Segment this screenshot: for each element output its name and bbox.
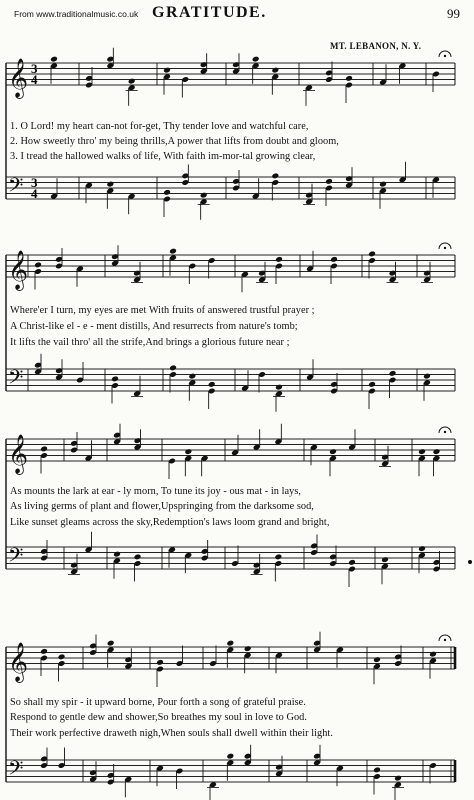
lyric-line-verse-1: As mounts the lark at ear - ly morn, To tune its joy - ous mat - in lays, — [10, 486, 302, 497]
lyric-line-verse-3: Like sunset gleams across the sky,Redemption's laws loom grand and bright, — [10, 517, 330, 528]
treble-note — [330, 256, 338, 263]
bass-note — [226, 753, 234, 760]
bass-note — [379, 181, 387, 188]
page-number: 99 — [447, 6, 460, 21]
source-credit: From www.traditionalmusic.co.uk — [14, 9, 139, 19]
treble-note — [169, 248, 177, 255]
lyric-line-verse-1: 1. O Lord! my heart can-not for-get, Thy tender love and watchful care, — [10, 121, 309, 132]
bass-note — [111, 376, 119, 383]
bass-note — [188, 373, 196, 380]
treble-clef-icon: 𝄞 — [8, 434, 29, 474]
lyric-line-verse-2: Respond to gentle dew and shower,So breathes my soul in love to God. — [10, 712, 307, 723]
treble-clef-icon: 𝄞 — [8, 58, 29, 98]
lyric-line-verse-2: As living germs of plant and flower,Upspringing from the darksome sod, — [10, 501, 314, 512]
treble-note — [275, 256, 283, 263]
treble-note — [226, 640, 234, 647]
treble-note — [163, 67, 171, 74]
time-signature-bottom: 4 — [31, 186, 38, 201]
bass-note — [325, 178, 333, 185]
bass-note — [163, 189, 171, 196]
treble-note — [128, 78, 136, 85]
time-signature-top: 3 — [31, 175, 38, 190]
treble-clef-icon: 𝄞 — [8, 642, 29, 682]
bass-note — [134, 554, 142, 561]
time-signature-bottom: 4 — [31, 72, 38, 87]
treble-note — [271, 67, 279, 74]
lyric-line-verse-3: Their work perfective draweth nigh,When souls shall dwell within their light. — [10, 728, 333, 739]
treble-note — [368, 251, 376, 258]
bass-clef-icon: 𝄢 — [8, 756, 24, 785]
bass-note — [113, 551, 121, 558]
treble-note — [40, 648, 48, 655]
bass-note — [106, 181, 114, 188]
hymn-title: GRATITUDE. — [152, 4, 267, 21]
bass-note — [200, 192, 208, 199]
bass-note — [271, 173, 279, 180]
time-signature-top: 3 — [31, 61, 38, 76]
margin-mark — [468, 560, 472, 564]
treble-note — [40, 446, 48, 453]
bass-note — [389, 370, 397, 377]
bass-note — [373, 767, 381, 774]
bass-note — [275, 384, 283, 391]
treble-note — [156, 659, 164, 666]
bass-note — [169, 365, 177, 372]
bass-clef-icon: 𝄢 — [8, 543, 24, 572]
fermata-dot — [444, 431, 446, 433]
bass-clef-icon: 𝄢 — [8, 365, 24, 394]
lyric-line-verse-2: A Christ-like el - e - ment distills, And resurrects from nature's tomb; — [10, 321, 298, 332]
lyric-line-verse-2: 2. How sweetly thro' my being thrills,A power that lifts from doubt and gloom, — [10, 136, 339, 147]
treble-note — [244, 645, 252, 652]
treble-clef-icon: 𝄞 — [8, 250, 29, 290]
fermata-dot — [444, 639, 446, 641]
lyric-line-verse-1: So shall my spir - it upward borne, Pour forth a song of grateful praise. — [10, 697, 306, 708]
treble-note — [433, 448, 441, 455]
music-system-1 — [6, 48, 455, 220]
treble-note — [373, 656, 381, 663]
treble-note — [418, 448, 426, 455]
fermata-dot — [444, 247, 446, 249]
bass-note — [381, 556, 389, 563]
bass-note — [368, 381, 376, 388]
lyric-line-verse-1: Where'er I turn, my eyes are met With fruits of answered trustful prayer ; — [10, 305, 315, 316]
fermata-dot — [444, 55, 446, 57]
treble-note — [329, 448, 337, 455]
bass-note — [208, 381, 216, 388]
treble-note — [50, 56, 58, 63]
treble-note — [107, 640, 115, 647]
lyric-line-verse-3: It lifts the vail thro' all the strife,And brings a glorious future near ; — [10, 337, 290, 348]
bass-note — [348, 559, 356, 566]
lyric-line-verse-3: 3. I tread the hallowed walks of life, With faith im-mor-tal growing clear, — [10, 151, 316, 162]
composer-place: MT. LEBANON, N. Y. — [330, 41, 422, 51]
bass-note — [274, 554, 282, 561]
treble-note — [34, 262, 42, 269]
treble-note — [58, 654, 66, 661]
bass-note — [394, 775, 402, 782]
treble-note — [252, 56, 260, 63]
treble-note — [184, 448, 192, 455]
treble-note — [429, 651, 437, 658]
bass-clef-icon: 𝄢 — [8, 173, 24, 202]
treble-note — [345, 75, 353, 82]
bass-note — [418, 545, 426, 552]
bass-note — [423, 373, 431, 380]
